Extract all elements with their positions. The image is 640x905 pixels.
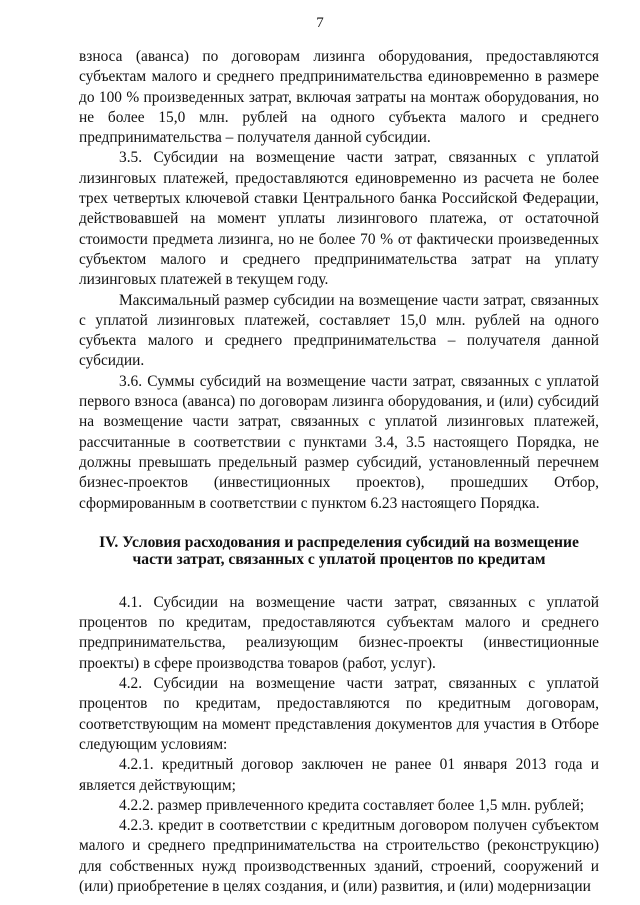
paragraph-4-2-2: 4.2.2. размер привлеченного кредита составляет более 1,5 млн. рублей; (119, 796, 585, 814)
section-heading-line-1: IV. Условия расходования и распределения субсидий на возмещение (99, 533, 579, 551)
paragraph-3-6: 3.6. Суммы субсидий на возмещение части затрат, связанных с уплатой первого взноса (аванса) по договорам лизинга оборудования, и (или) субсидий на возмещение части затрат, связанных с уплатой лизинговых платежей, рассчитанные в соответствии с пунктами 3.4, 3.5 настоящего Порядка, не должны превышать предельный размер субсидий, установленный перечнем бизнес-проектов (инвестиционных проектов), прошедших Отбор, сформированным в соответствии с пунктом 6.23 настоящего Порядка. (79, 372, 599, 512)
document-body (79, 47, 599, 897)
section-heading-iv (79, 534, 599, 569)
paragraph-leasing-advance-continued: взноса (аванса) по договорам лизинга оборудования, предоставляются субъектам малого и среднего предпринимательства единовременно в размере до 100 % произведенных затрат, включая затраты на монтаж оборудования, но не более 15,0 млн. рублей на одного субъекта малого и среднего предпринимательства – получателя данной субсидии. (79, 48, 599, 147)
page-number: 7 (316, 15, 324, 31)
section-heading-line-2: части затрат, связанных с уплатой процентов по кредитам (132, 551, 546, 569)
paragraph-4-2-3: 4.2.3. кредит в соответствии с кредитным договором получен субъектом малого и среднего предпринимательства на строительство (реконструкцию) для собственных нужд производственных зданий, строений, сооружений и (или) приобретение в целях создания, и (или) развития, и (или) модернизации (79, 817, 599, 895)
paragraph-4-1: 4.1. Субсидии на возмещение части затрат, связанных с уплатой процентов по кредитам, предоставляются субъектам малого и среднего предпринимательства, реализующим бизнес-проекты (инвестиционные проекты) в сфере производства товаров (работ, услуг). (79, 593, 599, 672)
paragraph-4-2-1: 4.2.1. кредитный договор заключен не ранее 01 января 2013 года и является действующим; (79, 756, 599, 794)
paragraph-4-2: 4.2. Субсидии на возмещение части затрат, связанных с уплатой процентов по кредитам, предоставляются по кредитным договорам, соответствующим на момент представления документов для участия в Отборе следующим условиям: (79, 675, 599, 753)
paragraph-max-subsidy: Максимальный размер субсидии на возмещение части затрат, связанных с уплатой лизинговых платежей, составляет 15,0 млн. рублей на одного субъекта малого и среднего предпринимательства – получателя данной субсидии. (79, 291, 599, 370)
paragraph-3-5: 3.5. Субсидии на возмещение части затрат, связанных с уплатой лизинговых платежей, предоставляются единовременно из расчета не более трех четвертых ключевой ставки Центрального банка Российской Федерации, действовавшей на момент уплаты лизингового платежа, от остаточной стоимости предмета лизинга, но не более 70 % от фактически произведенных субъектом малого и среднего предпринимательства затрат на уплату лизинговых платежей в текущем году. (79, 149, 599, 289)
